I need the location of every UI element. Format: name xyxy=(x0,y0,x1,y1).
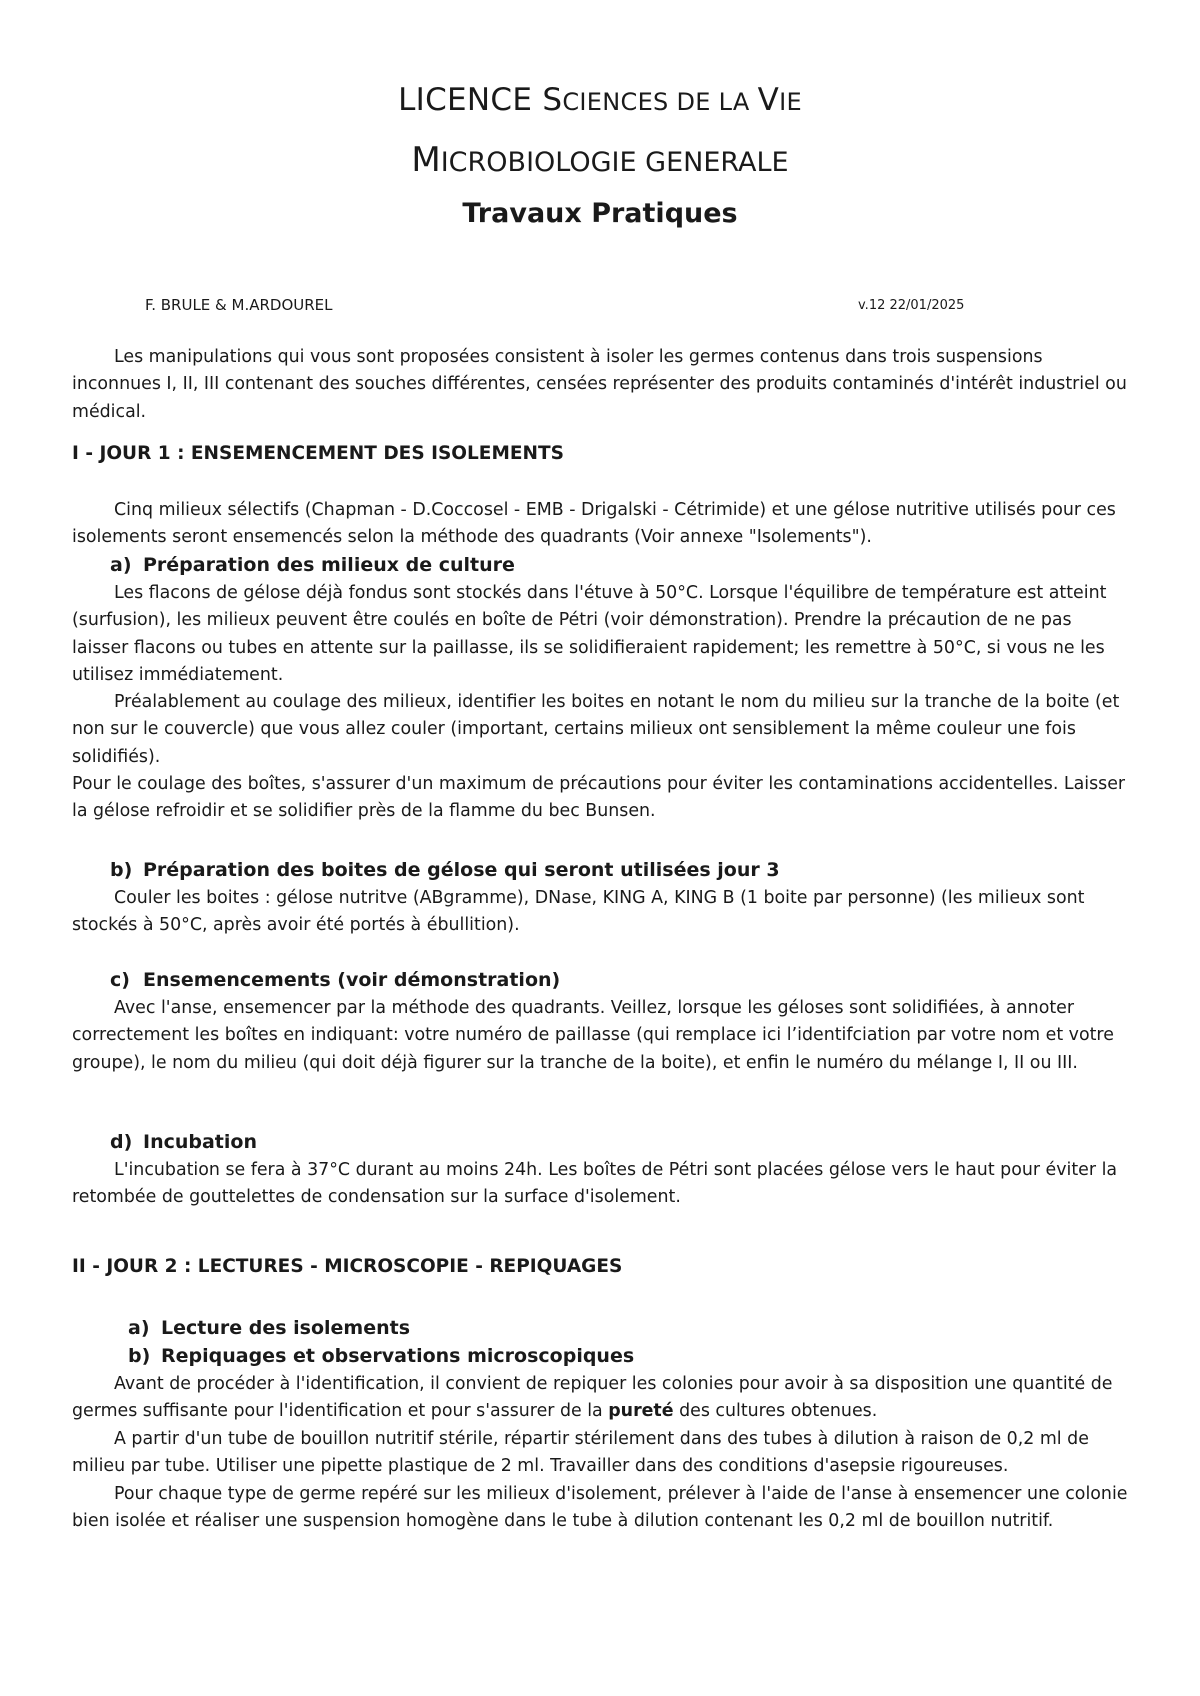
jour2-b-paragraph-2: A partir d'un tube de bouillon nutritif stérile, répartir stérilement dans des tubes à dilution à raison de 0,2 ml de milieu par tube. Utiliser une pipette plastique de 2 ml. Travailler dans des conditions d'asepsie rigoureuses. xyxy=(72,1429,1089,1477)
authors: F. BRULE & M.ARDOUREL xyxy=(145,296,333,314)
jour1-d-paragraph-1: L'incubation se fera à 37°C durant au moins 24h. Les boîtes de Pétri sont placées gélose vers le haut pour éviter la retombée de gouttelettes de condensation sur la surface d'isolement. xyxy=(72,1160,1118,1208)
jour1-a-paragraph-3: Pour le coulage des boîtes, s'assurer d'un maximum de précautions pour éviter les contaminations accidentelles. Laisser la gélose refroidir et se solidifier près de la flamme du bec Bunsen. xyxy=(72,774,1126,822)
jour1-intro-paragraph: Cinq milieux sélectifs (Chapman - D.Coccosel - EMB - Drigalski - Cétrimide) et une gélose nutritive utilisés pour ces isolements seront ensemencés selon la méthode des quadrants (Voir annexe "Isolements"). xyxy=(72,500,1116,548)
subheading-jour1-c: c) Ensemencements (voir démonstration) xyxy=(110,969,561,991)
subheading-jour2-a: a) Lecture des isolements xyxy=(128,1317,411,1339)
section-heading-jour2: II - JOUR 2 : LECTURES - MICROSCOPIE - REPIQUAGES xyxy=(72,1256,623,1277)
subheading-jour1-b: b) Préparation des boites de gélose qui seront utilisées jour 3 xyxy=(110,859,780,881)
title-licence: LICENCE SCIENCES DE LA VIE xyxy=(398,82,802,118)
jour1-c-paragraph-1: Avec l'anse, ensemencer par la méthode des quadrants. Veillez, lorsque les géloses sont solidifiées, à annoter correctement les boîtes en indiquant: votre numéro de paillasse (qui remplace ici l’identifciation par votre nom et votre groupe), le nom du milieu (qui doit déjà figurer sur la tranche de la boite), et enfin le numéro du mélange I, II ou III. xyxy=(72,998,1114,1073)
title-travaux-pratiques: Travaux Pratiques xyxy=(462,198,738,229)
intro-paragraph: Les manipulations qui vous sont proposées consistent à isoler les germes contenus dans trois suspensions inconnues I, II, III contenant des souches différentes, censées représenter des produits contaminés d'intérêt industriel ou médical. xyxy=(72,347,1127,422)
jour1-a-paragraph-2: Préalablement au coulage des milieux, identifier les boites en notant le nom du milieu sur la tranche de la boite (et non sur le couvercle) que vous allez couler (important, certains milieux ont sensiblement la même couleur une fois solidifiés). xyxy=(72,692,1120,767)
section-heading-jour1: I - JOUR 1 : ENSEMENCEMENT DES ISOLEMENTS xyxy=(72,443,564,464)
title-microbiologie: MICROBIOLOGIE GENERALE xyxy=(411,140,789,180)
version-date: v.12 22/01/2025 xyxy=(858,298,965,313)
jour2-b-paragraph-3: Pour chaque type de germe repéré sur les milieux d'isolement, prélever à l'aide de l'anse à ensemencer une colonie bien isolée et réaliser une suspension homogène dans le tube à dilution contenant les 0,2 ml de bouillon nutritif. xyxy=(72,1484,1128,1532)
jour2-b-paragraph-1: Avant de procéder à l'identification, il convient de repiquer les colonies pour avoir à sa disposition une quantité de germes suffisante pour l'identification et pour s'assurer de la pureté des cultures obtenues. xyxy=(72,1374,1113,1422)
subheading-jour1-a: a) Préparation des milieux de culture xyxy=(110,554,515,576)
jour1-b-paragraph-1: Couler les boites : gélose nutritve (ABgramme), DNase, KING A, KING B (1 boite par personne) (les milieux sont stockés à 50°C, après avoir été portés à ébullition). xyxy=(72,888,1085,936)
jour1-a-paragraph-1: Les flacons de gélose déjà fondus sont stockés dans l'étuve à 50°C. Lorsque l'équilibre de température est atteint (surfusion), les milieux peuvent être coulés en boîte de Pétri (voir démonstration). Prendre la précaution de ne pas laisser flacons ou tubes en attente sur la paillasse, ils se solidifieraient rapidement; les remettre à 50°C, si vous ne les utilisez immédiatement. xyxy=(72,583,1107,685)
subheading-jour2-b: b) Repiquages et observations microscopiques xyxy=(128,1345,635,1367)
subheading-jour1-d: d) Incubation xyxy=(110,1131,257,1153)
